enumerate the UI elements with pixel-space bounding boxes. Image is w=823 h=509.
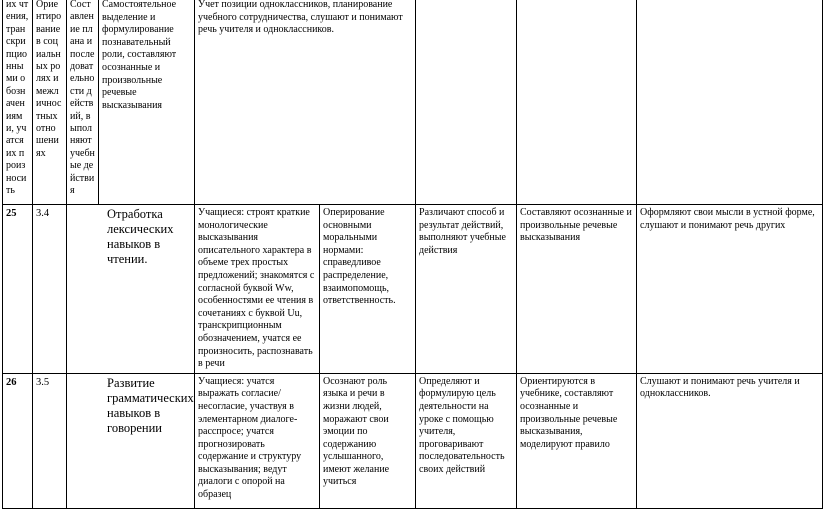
table-cell	[517, 0, 637, 205]
subject-results-cell: Учащиеся: учатся выражать согласие/несогласие, участвуя в элементарном диалоге-расспросе; учатся прогнозировать содержание и структуру высказывания; ведут диалоги с опорой на образец	[195, 373, 320, 508]
table-cell: их чтения, транскрипционными обозначениям и, учатся их произносить	[3, 0, 33, 205]
lesson-plan-table	[2, 0, 823, 509]
cognitive-results-cell: Ориентируются в учебнике, составляют осознанные и произвольные речевые высказывания, моделируют правило	[517, 373, 637, 508]
communicative-results-cell: Слушают и понимают речь учителя и одноклассников.	[637, 373, 823, 508]
lesson-subnumber: 3.4	[33, 205, 67, 374]
lesson-topic: Отработка лексических навыков в чтении.	[67, 205, 195, 374]
table-row	[3, 205, 823, 374]
table-cell: Ориентирование в социальных ролях и межличностных отношениях	[33, 0, 67, 205]
cognitive-results-cell: Составляют осознанные и произвольные речевые высказывания	[517, 205, 637, 374]
regulatory-results-cell: Различают способ и результат действий, выполняют учебные действия	[416, 205, 517, 374]
table-row	[3, 0, 823, 205]
table-cell: Составление плана и последовательности действий, выполняют учебные действия	[67, 0, 99, 205]
lesson-number: 25	[3, 205, 33, 374]
lesson-number: 26	[3, 373, 33, 508]
personal-results-cell: Осознают роль языка и речи в жизни людей, моражают свои эмоции по содержанию услышанного, имеют желание учиться	[320, 373, 416, 508]
table-cell: Учет позиции одноклассников, планирование учебного сотрудничества, слушают и понимают речь учителя и одноклассников.	[195, 0, 416, 205]
lesson-subnumber: 3.5	[33, 373, 67, 508]
regulatory-results-cell: Определяют и формулирую цель деятельности на уроке с помощью учителя, проговаривают последовательность своих действий	[416, 373, 517, 508]
lesson-topic: Развитие грамматических навыков в говорении	[67, 373, 195, 508]
table-cell	[637, 0, 823, 205]
subject-results-cell: Учащиеся: строят краткие монологические высказывания описательного характера в объеме трех простых предложений; знакомятся с согласной буквой Ww, особенностями ее чтения в сочетаниях с буквой Uu, транскрипционным обозначением, учатся ее произносить, распознавать в речи	[195, 205, 320, 374]
personal-results-cell: Оперирование основными моральными нормами: справедливое распределение, взаимопомощь, ответственность.	[320, 205, 416, 374]
table-cell	[416, 0, 517, 205]
communicative-results-cell: Оформляют свои мысли в устной форме, слушают и понимают речь других	[637, 205, 823, 374]
table-cell: Самостоятельное выделение и формулирование познавательный роли, составляют осознанные и произвольные речевые высказывания	[99, 0, 195, 205]
table-row	[3, 373, 823, 508]
